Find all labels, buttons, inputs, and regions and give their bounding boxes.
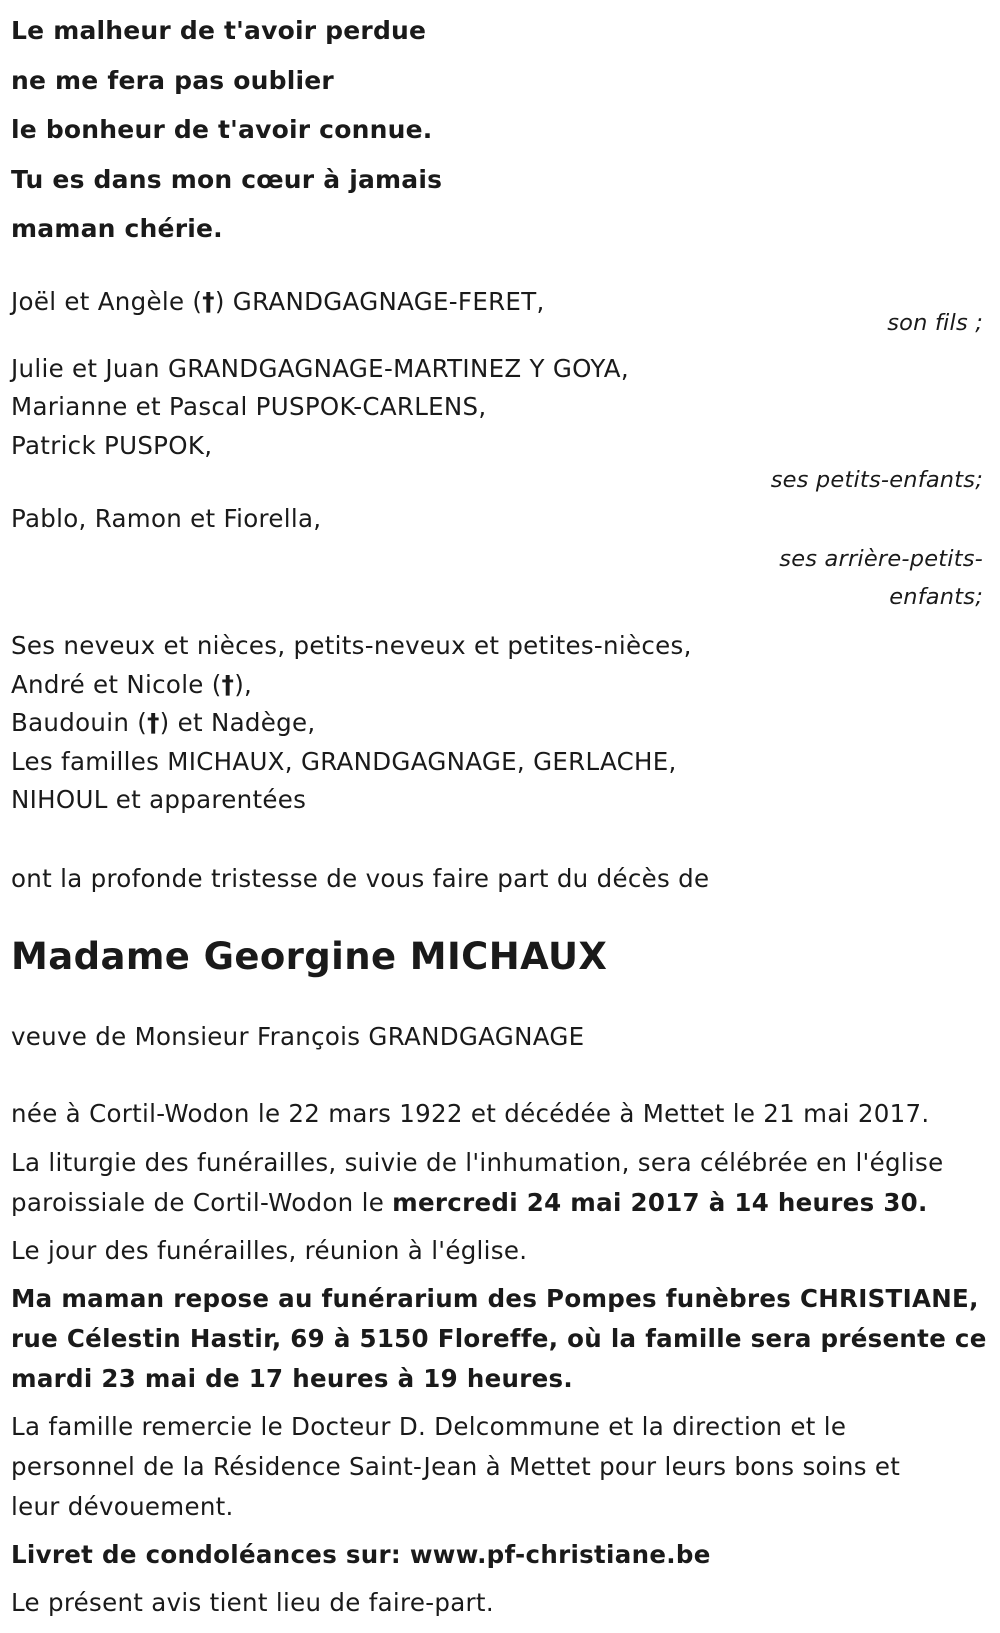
great-grandchildren-relation-line2: enfants;: [889, 584, 983, 610]
repose-line: mardi 23 mai de 17 heures à 19 heures.: [11, 1363, 574, 1393]
poem-line: Le malheur de t'avoir perdue: [11, 16, 427, 45]
funeral-liturgy-line: paroissiale de Cortil-Wodon le mercredi 24 mai 2017 à 14 heures 30.: [11, 1187, 928, 1217]
funeral-liturgy-line: La liturgie des funérailles, suivie de l'inhumation, sera célébrée en l'église: [11, 1147, 944, 1177]
thanks-line: La famille remercie le Docteur D. Delcommune et la direction et le: [11, 1411, 847, 1441]
funeral-date-time: mercredi 24 mai 2017 à 14 heures 30.: [392, 1187, 928, 1217]
family-son: [11, 282, 991, 342]
deceased-name: Madame Georgine MICHAUX: [11, 934, 608, 978]
funeral-gathering: Le jour des funérailles, réunion à l'église.: [11, 1235, 528, 1265]
great-grandchildren-relation-line1: ses arrière-petits-: [779, 546, 983, 572]
cross-icon: †: [147, 708, 160, 737]
poem: [11, 6, 991, 254]
family-thanks: [11, 1407, 991, 1527]
grandchild-line: Patrick PUSPOK,: [11, 430, 213, 460]
cross-icon: †: [202, 286, 215, 316]
son-relation: son fils ;: [887, 309, 983, 336]
others-line: André et Nicole (†),: [11, 669, 253, 699]
repose-line: Ma maman repose au funérarium des Pompes funèbres CHRISTIANE,: [11, 1283, 979, 1313]
family-others: [11, 627, 991, 820]
death-notice: [11, 0, 991, 1623]
grandchildren-relation: ses petits-enfants;: [770, 467, 983, 493]
others-line: NIHOUL et apparentées: [11, 785, 307, 814]
condolences-link: Livret de condoléances sur: www.pf-christiane.be: [11, 1539, 711, 1569]
great-grandchildren-names: Pablo, Ramon et Fiorella,: [11, 504, 322, 533]
others-line: Les familles MICHAUX, GRANDGAGNAGE, GERLACHE,: [11, 746, 677, 776]
others-line: Ses neveux et nièces, petits-neveux et petites-nièces,: [11, 631, 692, 660]
repose-line: rue Célestin Hastir, 69 à 5150 Floreffe, où la famille sera présente ce: [11, 1323, 987, 1353]
thanks-line: personnel de la Résidence Saint-Jean à Mettet pour leurs bons soins et: [11, 1451, 901, 1481]
notice-text: Le présent avis tient lieu de faire-part.: [11, 1587, 494, 1617]
family-great-grandchildren: [11, 499, 991, 616]
son-names: Joël et Angèle (†) GRANDGAGNAGE-FERET,: [11, 286, 545, 316]
birth-death: née à Cortil-Wodon le 22 mars 1922 et décédée à Mettet le 21 mai 2017.: [11, 1098, 930, 1128]
poem-line: Tu es dans mon cœur à jamais: [11, 164, 443, 194]
family-grandchildren: [11, 350, 991, 500]
grandchild-line: Marianne et Pascal PUSPOK-CARLENS,: [11, 392, 487, 421]
grandchild-line: Julie et Juan GRANDGAGNAGE-MARTINEZ Y GOYA,: [11, 353, 629, 383]
funeral-liturgy: [11, 1143, 991, 1223]
poem-line: le bonheur de t'avoir connue.: [11, 115, 433, 144]
poem-line: ne me fera pas oublier: [11, 65, 334, 95]
widow-of: veuve de Monsieur François GRANDGAGNAGE: [11, 1021, 585, 1051]
funeral-repose: [11, 1279, 991, 1399]
poem-line: maman chérie.: [11, 214, 223, 243]
others-line: Baudouin (†) et Nadège,: [11, 708, 316, 737]
announcement: ont la profonde tristesse de vous faire part du décès de: [11, 863, 710, 893]
cross-icon: †: [221, 669, 235, 699]
thanks-line: leur dévouement.: [11, 1491, 234, 1521]
